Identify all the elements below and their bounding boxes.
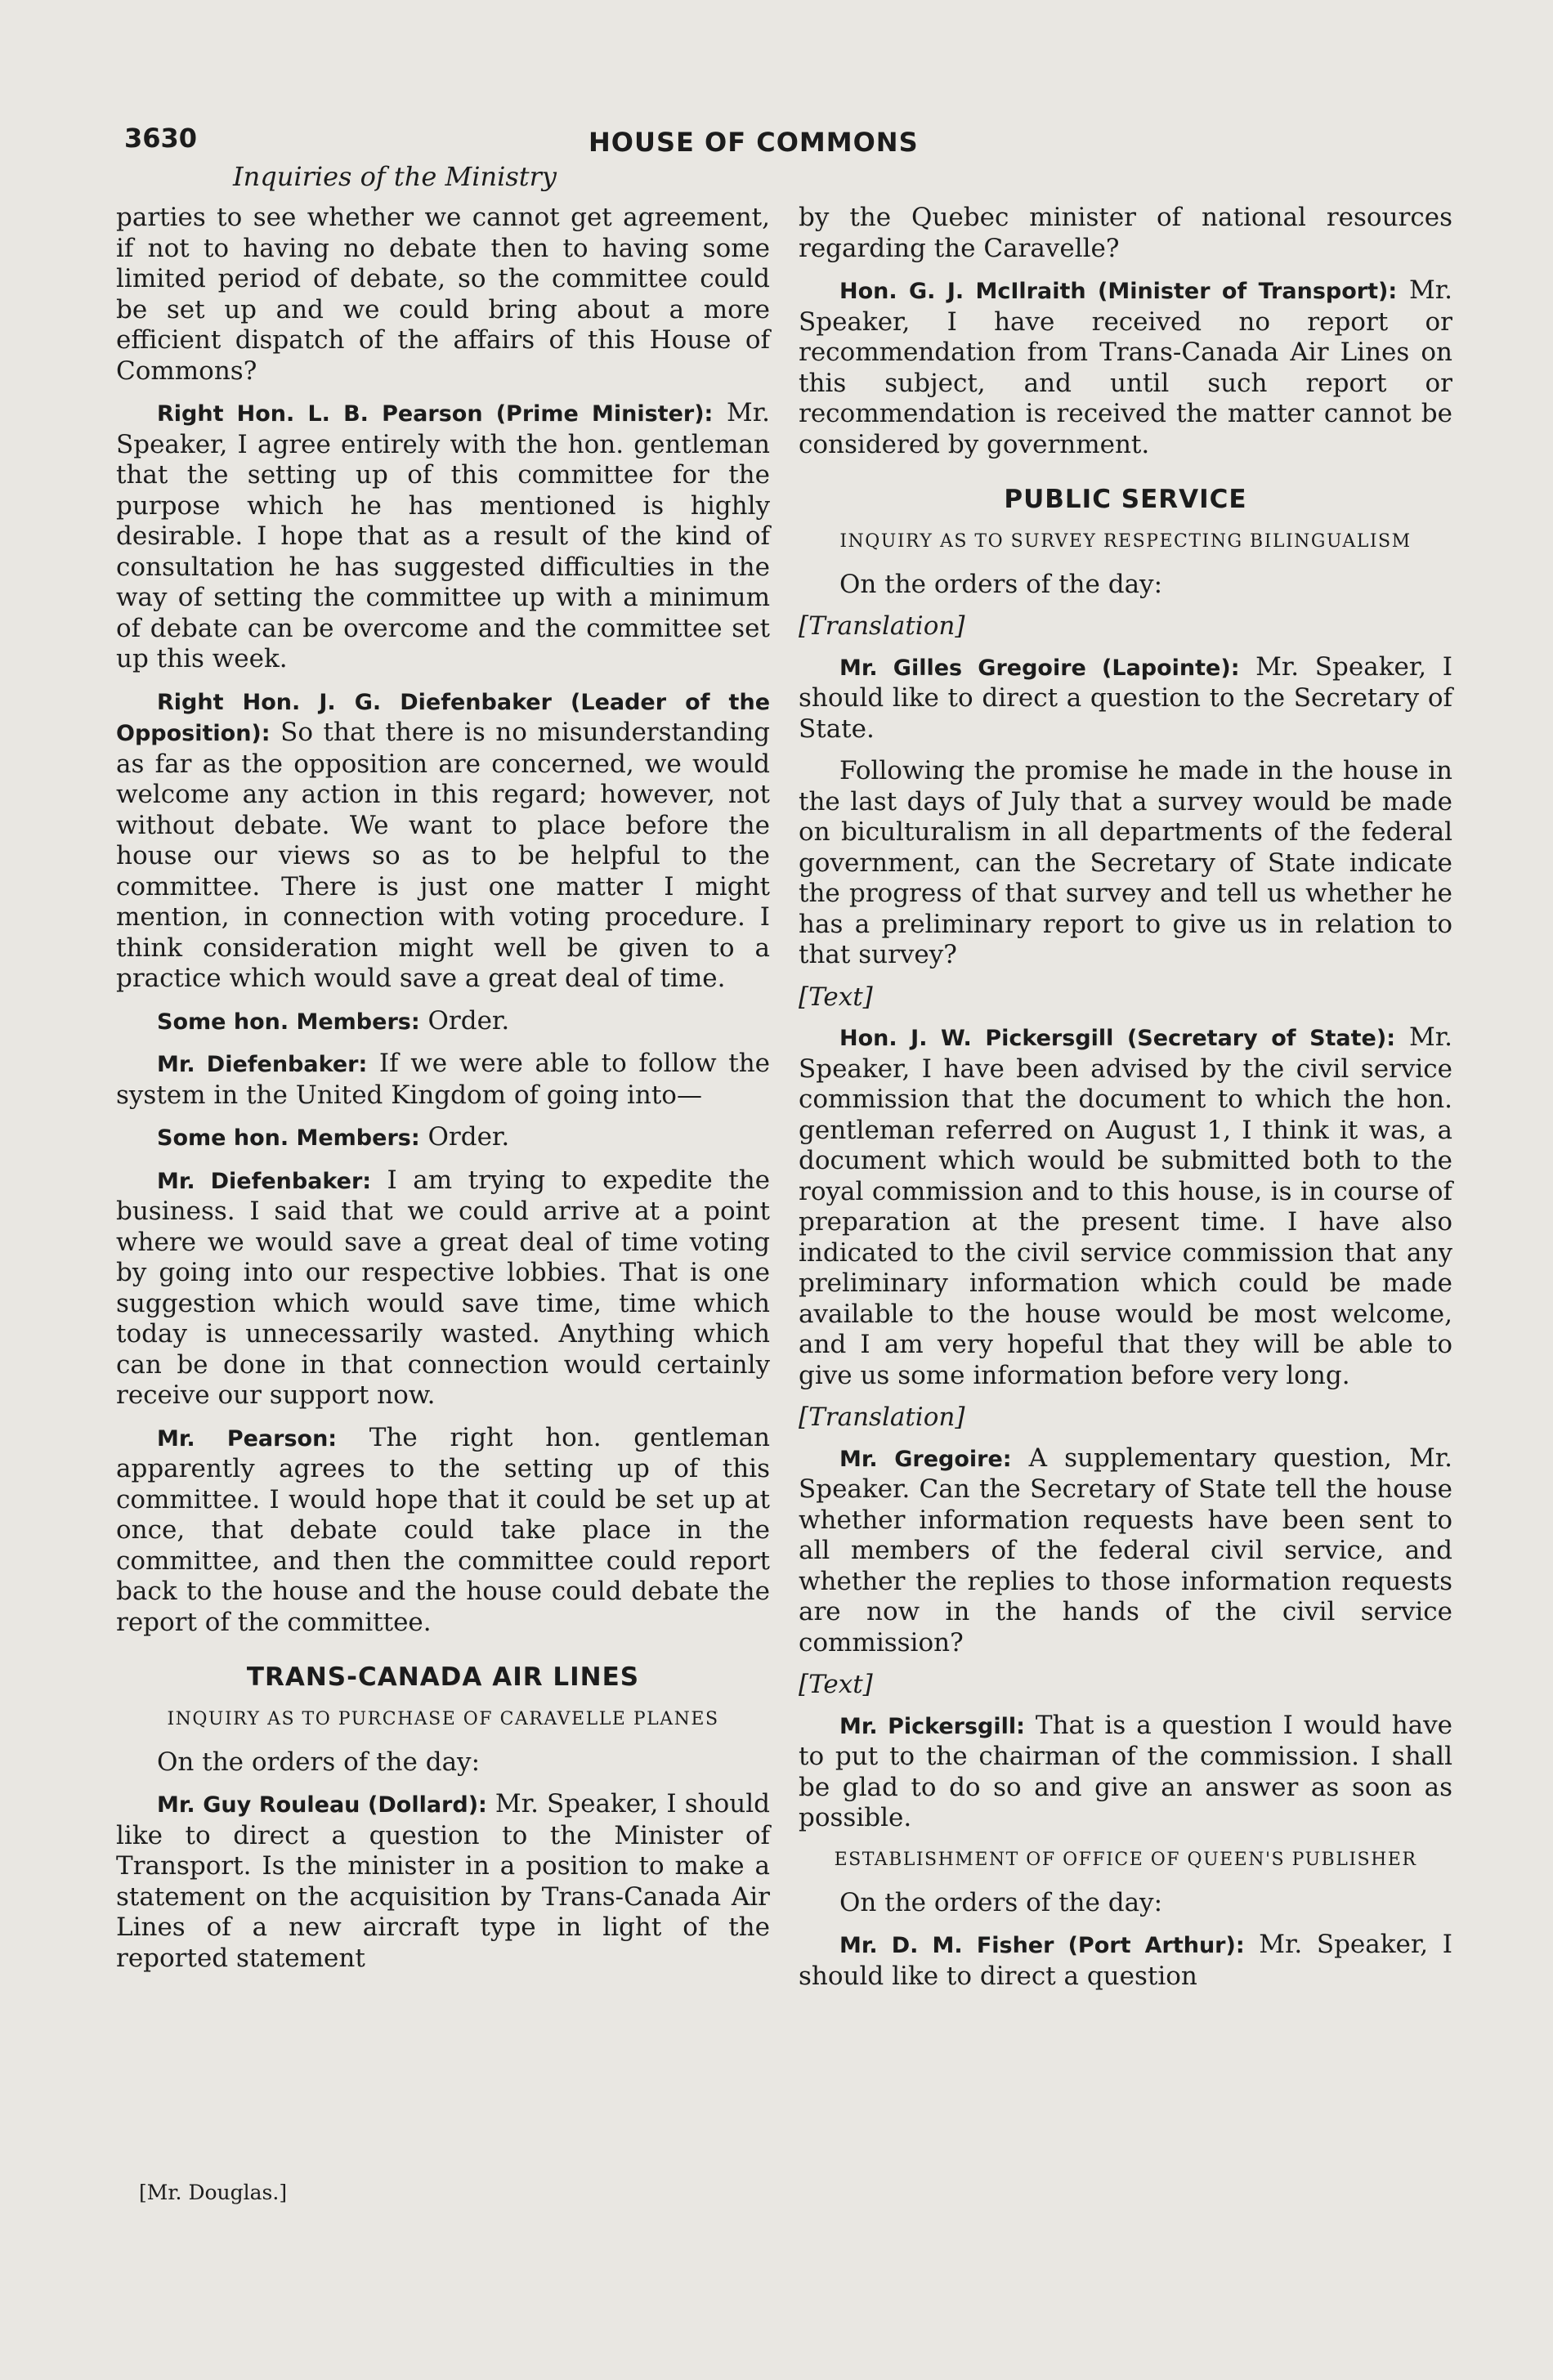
paragraph bbox=[116, 1006, 770, 1038]
speech-text: That is a question I would have to put to the chairman of the commission. I shall be glad to do so and give an answer as soon as possible. bbox=[799, 1710, 1452, 1832]
speech-text: Mr. Speaker, I have received no report or recommendation from Trans-Canada Air Lines on this subject, and until such report or recommendation is received the matter cannot be considered by government. bbox=[799, 275, 1452, 459]
paragraph bbox=[116, 687, 770, 995]
speech-text: A supplementary question, Mr. Speaker. Can the Secretary of State tell the house whether information requests have been sent to all members of the federal civil service, and whether the replies to those information requests are now in the hands of the civil service commission? bbox=[799, 1443, 1452, 1658]
speech-text: I am trying to expedite the business. I said that we could arrive at a point where we would save a great deal of time voting by going into our respective lobbies. That is one suggestion which would save time, time which today is unnecessarily wasted. Anything which can be done in that connection would certainly receive our support now. bbox=[116, 1165, 771, 1410]
speech-text: Mr. Speaker, I should like to direct a question to the Secretary of State. bbox=[799, 651, 1452, 744]
paragraph: parties to see whether we cannot get agreement, if not to having no debate then to having some limited period of debate, so the committee could be set up and we could bring about a more efficient dispatch of the affairs of this House of Commons? bbox=[116, 203, 770, 386]
running-head: HOUSE OF COMMONS bbox=[589, 127, 919, 158]
text-note: [Text] bbox=[799, 982, 873, 1012]
section-heading: PUBLIC SERVICE bbox=[1004, 485, 1247, 514]
speech-text: The right hon. gentleman apparently agrees to the setting up of this committee. I would hope that it could be set up at once, that debate could take place in the committee, and then the committee could report back to the house and the house could debate the report of the committee. bbox=[116, 1422, 771, 1637]
speech-text: So that there is no misunderstanding as far as the opposition are concerned, we would welcome any action in this regard; however, not without debate. We want to place before the house our views so as to be helpful to the committee. There is just one matter I might mention, in connection with voting procedure. I think consideration might well be given to a practice which would save a great deal of time. bbox=[116, 718, 770, 993]
speech-text: Order. bbox=[419, 1122, 510, 1152]
subheading: INQUIRY AS TO PURCHASE OF CARAVELLE PLANES bbox=[167, 1708, 719, 1729]
paragraph bbox=[799, 1443, 1452, 1659]
paragraph bbox=[116, 398, 770, 675]
speech-text: Mr. Speaker, I should like to direct a question to the Minister of Transport. Is the minister in a position to make a statement on the acquisition by Trans-Canada Air Lines of a new aircraft type in light of the reported statement bbox=[116, 1789, 770, 1973]
subheading: INQUIRY AS TO SURVEY RESPECTING BILINGUALISM bbox=[839, 530, 1412, 552]
paragraph bbox=[799, 1711, 1452, 1834]
subheading: ESTABLISHMENT OF OFFICE OF QUEEN'S PUBLISHER bbox=[834, 1849, 1417, 1870]
paragraph bbox=[116, 1165, 770, 1411]
paragraph bbox=[799, 652, 1452, 745]
right-column bbox=[799, 203, 1452, 2003]
paragraph bbox=[799, 1930, 1452, 1992]
text-note: [Text] bbox=[799, 1670, 873, 1699]
speaker-name: Right Hon. L. B. Pearson (Prime Minister): bbox=[157, 401, 714, 427]
speaker-name: Some hon. Members: bbox=[157, 1125, 420, 1151]
speaker-name: Mr. Diefenbaker: bbox=[157, 1168, 372, 1194]
paragraph bbox=[799, 1022, 1452, 1391]
footer-speaker-note: [Mr. Douglas.] bbox=[139, 2181, 288, 2204]
speaker-name: Mr. Pearson: bbox=[157, 1425, 338, 1452]
speaker-name: Right Hon. J. G. Diefenbaker (Leader of the Opposition): bbox=[116, 689, 770, 746]
speaker-name: Mr. Gregoire: bbox=[839, 1446, 1012, 1472]
speech-text: Order. bbox=[419, 1005, 510, 1036]
paragraph: by the Quebec minister of national resources regarding the Caravelle? bbox=[799, 203, 1452, 263]
section-head: Inquiries of the Ministry bbox=[233, 161, 557, 192]
translation-note: [Translation] bbox=[799, 611, 965, 641]
speech-text: If we were able to follow the system in the United Kingdom of going into— bbox=[116, 1049, 771, 1110]
paragraph: On the orders of the day: bbox=[157, 1747, 481, 1777]
speech-text: Mr. Speaker, I agree entirely with the hon. gentleman that the setting up of this committee for the purpose which he has mentioned is highly desirable. I hope that as a result of the kind of consultation he has suggested difficulties in the way of setting the committee up with a minimum of debate can be overcome and the committee set up this week. bbox=[116, 398, 770, 673]
paragraph: Following the promise he made in the house in the last days of July that a survey would be made on biculturalism in all departments of the federal government, can the Secretary of State indicate the progress of that survey and tell us whether he has a preliminary report to give us in relation to that survey? bbox=[799, 756, 1452, 969]
paragraph bbox=[116, 1122, 770, 1154]
speaker-name: Mr. Gilles Gregoire (Lapointe): bbox=[839, 655, 1240, 681]
paragraph bbox=[116, 1789, 770, 1974]
section-heading: TRANS-CANADA AIR LINES bbox=[246, 1662, 640, 1692]
speaker-name: Mr. D. M. Fisher (Port Arthur): bbox=[839, 1933, 1245, 1958]
paragraph: On the orders of the day: bbox=[839, 569, 1163, 599]
speaker-name: Hon. J. W. Pickersgill (Secretary of State): bbox=[839, 1026, 1395, 1051]
speech-text: Mr. Speaker, I have been advised by the civil service commission that the document to which the hon. gentleman referred on August 1, I think it was, a document which would be submitted both to the royal commission and to this house, is in course of preparation at the present time. I have also indicated to the civil service commission that any preliminary information which could be made available to the house would be most welcome, and I am very hopeful that they will be able to give us some information before very long. bbox=[799, 1022, 1452, 1390]
speaker-name: Some hon. Members: bbox=[157, 1009, 420, 1035]
speaker-name: Mr. Guy Rouleau (Dollard): bbox=[157, 1792, 487, 1818]
translation-note: [Translation] bbox=[799, 1402, 965, 1432]
speaker-name: Mr. Pickersgill: bbox=[839, 1713, 1025, 1739]
speech-text: Mr. Speaker, I should like to direct a question bbox=[799, 1930, 1452, 1991]
left-column bbox=[116, 203, 770, 1985]
paragraph bbox=[799, 275, 1452, 460]
speaker-name: Hon. G. J. McIlraith (Minister of Transport): bbox=[839, 279, 1398, 304]
page-number: 3630 bbox=[124, 123, 198, 154]
speaker-name: Mr. Diefenbaker: bbox=[157, 1052, 368, 1077]
paragraph bbox=[116, 1049, 770, 1111]
paragraph bbox=[116, 1423, 770, 1639]
paragraph: On the orders of the day: bbox=[839, 1887, 1163, 1917]
